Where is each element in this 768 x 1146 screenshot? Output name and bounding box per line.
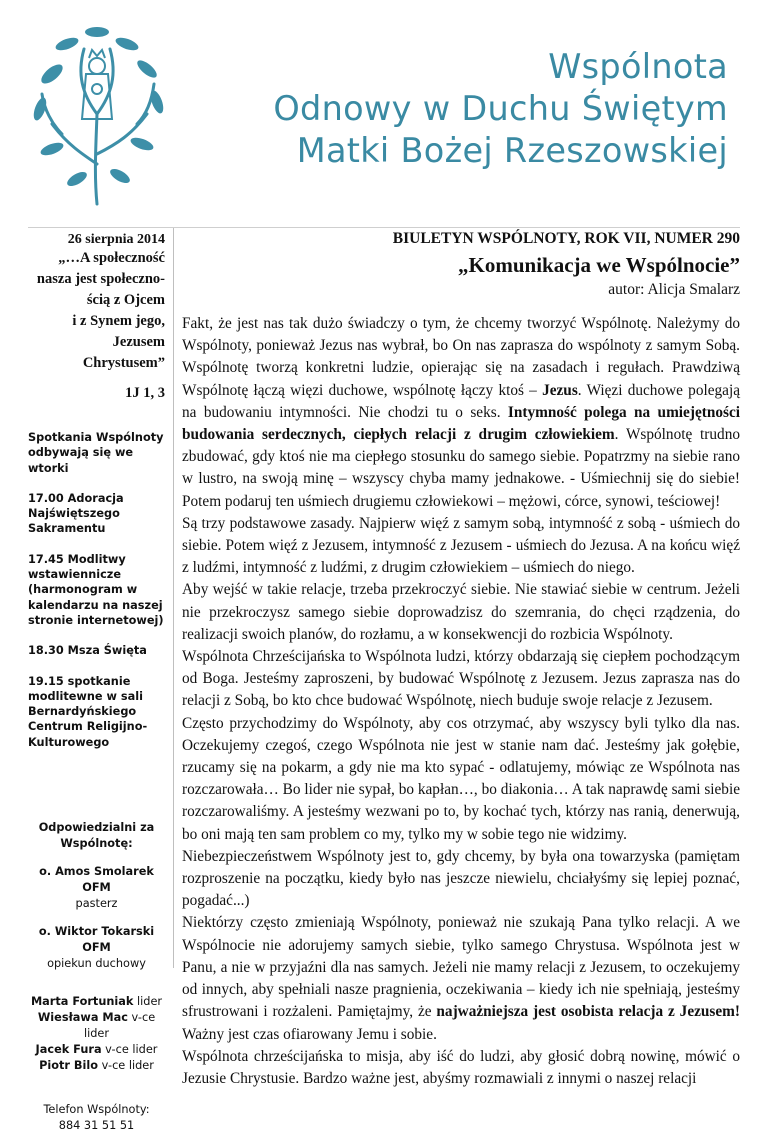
article-body <box>182 313 740 1090</box>
leader-role: v-ce lider <box>105 1043 158 1057</box>
issue-date: 26 sierpnia 2014 <box>67 232 165 247</box>
schedule-item: 19.15 spotkanie modlitewne w sali Bernardyńskiego Centrum Religijno-Kulturowego <box>28 674 148 749</box>
responsible-header: Odpowiedzialni za Wspólnotę: <box>38 821 155 851</box>
paragraph: Są trzy podstawowe zasady. Najpierw więź z samym sobą, intymność z sobą - uśmiech do siebie. Potem więź z Jezusem, intymność z Jezusem - uśmiech do Jezusa. A na końcu więź z ludźmi, intymność z ludźmi, z drugim człowiekiem – uśmiech do niego. <box>182 514 740 577</box>
chaplain-name: o. Wiktor Tokarski OFM <box>38 925 155 955</box>
leader-role: v-ce lider <box>83 1011 156 1041</box>
paragraph: Wspólnota chrześcijańska to misja, aby iść do ludzi, aby głosić dobrą nowinę, mówić o Jezusie Chrystusie. Bardzo ważne jest, abyśmy rozmawiali z innymi o naszej relacji <box>182 1047 740 1087</box>
leader-role: v-ce lider <box>101 1059 154 1073</box>
paragraph: Często przychodzimy do Wspólnoty, aby cos otrzymać, aby wszyscy byli tylko dla nas. Oczekujemy czegoś, czego Wspólnota nie jest w stanie nam dać. Jesteśmy jak gołębie, rzucamy się na pokarm, a gdy nie ma kto sypać - odlatujemy, mówiąc ze Wspólnota nas rozczarowała… Bo lider nie sypał, bo kapłan…, bo diakonia… A tak naprawdę sami siebie rozczarowaliśmy. A jesteśmy wezwani po to, by kochać tych, którzy nas ranią, denerwują, bo oni mają ten sam problem co my, tylko my w sobie tego nie widzimy. <box>182 714 740 843</box>
scripture-quote: „…A społeczność nasza jest społeczno- ścią z Ojcem i z Synem jego, Jezusem Chrystusem” <box>36 250 165 371</box>
schedule-item: Spotkania Wspólnoty odbywają się we wtorki <box>28 431 164 475</box>
schedule-item: 18.30 Msza Święta <box>28 644 147 658</box>
masthead-line-1: Wspólnota <box>548 47 728 86</box>
masthead-line-2: Odnowy w Duchu Świętym <box>273 89 728 128</box>
schedule-item: 17.00 Adoracja Najświętszego Sakramentu <box>28 491 124 536</box>
leader-role: lider <box>137 995 163 1009</box>
paragraph: Niebezpieczeństwem Wspólnoty jest to, gdy chcemy, by była ona towarzyska (pamiętam rozproszenie na początku, kiedy było nas jeszcze niewielu, chciałyśmy się lepiej poznać, pogadać...) <box>182 847 740 910</box>
chaplain-role: opiekun duchowy <box>47 957 146 971</box>
bulletin-header: BIULETYN WSPÓLNOTY, ROK VII, NUMER 290 <box>392 230 740 247</box>
leader-name: Jacek Fura <box>35 1043 102 1057</box>
article-title: „Komunikacja we Wspólnocie” <box>458 253 740 277</box>
article-author: autor: Alicja Smalarz <box>608 281 740 298</box>
schedule <box>28 430 165 750</box>
paragraph: Aby wejść w takie relacje, trzeba przekroczyć siebie. Nie stawiać siebie w centrum. Jeżeli nie przekroczysz samego siebie doprowadzisz do szemrania, do chęci rządzenia, do realizacji swoich planów, do rozłamu, a w konsekwencji do rozbicia Wspólnoty. <box>182 581 740 643</box>
paragraph: Wspólnota Chrześcijańska to Wspólnota ludzi, którzy obdarzają się ciepłem pochodzącym od Boga. Jesteśmy zaproszeni, by budować Wspólnotę z Jezusem. Jezus zaprasza nas do relacji z Sobą, bo kto chce budować Wspólnotę, niech buduje swoje relacje z Jezusem. <box>182 648 740 710</box>
masthead <box>273 46 728 172</box>
article <box>182 229 740 1090</box>
pastor-name: o. Amos Smolarek OFM <box>39 865 154 895</box>
sidebar <box>28 231 165 1146</box>
staff-list <box>28 820 165 1134</box>
tree-with-madonna-icon <box>22 14 172 210</box>
masthead-line-3: Matki Bożej Rzeszowskiej <box>296 131 728 170</box>
pastor-role: pasterz <box>75 897 118 911</box>
phone-label: Telefon Wspólnoty: <box>43 1103 150 1117</box>
schedule-item: 17.45 Modlitwy wstawiennicze (harmonogram w kalendarzu na naszej stronie internetowej) <box>28 552 164 627</box>
leader-name: Wiesława Mac <box>37 1011 128 1025</box>
leader-name: Piotr Bilo <box>39 1059 99 1073</box>
column-divider <box>173 228 174 968</box>
paragraph: Fakt, że jest nas tak dużo świadczy o tym, że chcemy tworzyć Wspólnotę. Należymy do Wspólnoty, ponieważ Jezus nas wybrał, bo On nas zaprasza do wspólnoty z samym Sobą. Wspólnotę tworzą konkretni ludzie, opierając się na zasadach i regułach. Prawdziwą Wspólnotę łączą więzi duchowe, wspólnotę łączy ktoś – Jezus. Więzi duchowe polegają na budowaniu intymności. Nie chodzi tu o seks. Intymność polega na umiejętności budowania serdecznych, ciepłych relacji z drugim człowiekiem. Wspólnotę trudno zbudować, gdy ktoś nie ma ciepłego stosunku do samego siebie. Popatrzmy na siebie rano w lustro, na swoją minę – wszyscy chyba mamy jednakowe. - Uśmiechnij się do siebie! Potem podaruj ten uśmiech drugiemu człowiekowi – mężowi, córce, synowi, teściowej! <box>182 315 740 510</box>
leader-name: Marta Fortuniak <box>30 995 134 1009</box>
paragraph: Niektórzy często zmieniają Wspólnoty, ponieważ nie szukają Pana tylko relacji. A we Wspólnocie nie adorujemy samych siebie, tylko samego Chrystusa. Wspólnota jest w Panu, a nie w przyjaźni dla nas samych. Jeżeli nie mamy relacji z Jezusem, to oczekujemy od innych, aby spełniali nasze pragnienia, oczekiwania – kiedy ich nie spełniają, jesteśmy sfrustrowani i rozżaleni. Pamiętajmy, że najważniejsza jest osobista relacja z Jezusem! Ważny jest czas ofiarowany Jemu i sobie. <box>182 914 740 1043</box>
header-divider <box>28 227 740 228</box>
phone-number: 884 31 51 51 <box>58 1119 135 1133</box>
scripture-reference: 1J 1, 3 <box>125 385 165 401</box>
